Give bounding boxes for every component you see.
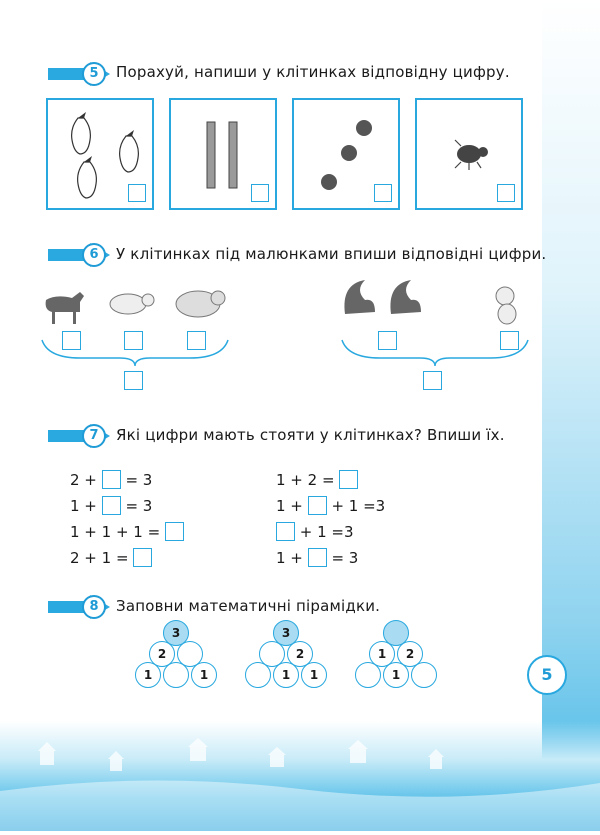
pyramid-cell[interactable]: 1 — [273, 662, 299, 688]
pyramid-cell[interactable] — [245, 662, 271, 688]
task-5-arrow — [46, 61, 112, 87]
answer-box[interactable] — [102, 470, 121, 489]
pyramid-cell[interactable] — [355, 662, 381, 688]
task-6-text: У клітинках під малюнками впиши відповідні цифри. — [116, 245, 547, 263]
pyramid-2 — [245, 620, 341, 682]
pyramid-cell[interactable]: 3 — [163, 620, 189, 646]
equation-left-2 — [70, 496, 152, 515]
task-number: 6 — [84, 245, 104, 265]
equation-left-4 — [70, 548, 152, 567]
task-number: 5 — [84, 64, 104, 84]
equation-left-3 — [70, 522, 184, 541]
task-8-arrow — [46, 594, 112, 620]
landscape-illustration — [0, 721, 600, 831]
pyramid-cell[interactable] — [411, 662, 437, 688]
task-6-arrow — [46, 242, 112, 268]
pyramid-cell[interactable]: 2 — [287, 641, 313, 667]
answer-box[interactable] — [165, 522, 184, 541]
group-brace — [40, 338, 230, 368]
pyramid-cell[interactable]: 2 — [397, 641, 423, 667]
task-8-text: Заповни математичні пірамідки. — [116, 597, 381, 615]
task-7-arrow — [46, 423, 112, 449]
count-frame-dots — [292, 98, 400, 210]
eq-part: = 3 — [331, 549, 359, 567]
pyramid-cell[interactable]: 1 — [369, 641, 395, 667]
bottom-winter-landscape — [0, 721, 600, 831]
eq-part: = 3 — [125, 497, 153, 515]
count-frame-ladybug — [415, 98, 523, 210]
page-number: 5 — [527, 655, 567, 695]
answer-box-total-left[interactable] — [124, 371, 143, 390]
answer-box[interactable] — [497, 184, 515, 202]
farm-animals-picture — [40, 282, 240, 332]
eq-part: 1 + — [276, 497, 303, 515]
forest-animals-picture — [335, 274, 535, 330]
task-number: 8 — [84, 597, 104, 617]
answer-box[interactable] — [308, 496, 327, 515]
pyramid-cell[interactable]: 2 — [149, 641, 175, 667]
task-7-text: Які цифри мають стояти у клітинках? Впиши їх. — [116, 426, 505, 444]
count-frame-pears — [46, 98, 154, 210]
answer-box[interactable] — [102, 496, 121, 515]
eq-part: 1 + 2 = — [276, 471, 335, 489]
equation-left-1 — [70, 470, 152, 489]
pyramid-cell[interactable]: 1 — [301, 662, 327, 688]
task-number: 7 — [84, 426, 104, 446]
answer-box[interactable] — [128, 184, 146, 202]
eq-part: + 1 =3 — [299, 523, 354, 541]
eq-part: = 3 — [125, 471, 153, 489]
pyramid-cell[interactable]: 1 — [383, 662, 409, 688]
answer-box[interactable] — [374, 184, 392, 202]
task-5-text: Порахуй, напиши у клітинках відповідну цифру. — [116, 63, 510, 81]
eq-part: 1 + — [276, 549, 303, 567]
pyramid-cell[interactable]: 1 — [135, 662, 161, 688]
equation-right-1 — [276, 470, 358, 489]
equation-right-2 — [276, 496, 385, 515]
eq-part: + 1 =3 — [331, 497, 386, 515]
pyramid-3 — [355, 620, 451, 682]
equation-right-4 — [276, 548, 358, 567]
pyramid-cell[interactable] — [163, 662, 189, 688]
eq-part: 1 + — [70, 497, 97, 515]
answer-box[interactable] — [339, 470, 358, 489]
answer-box[interactable] — [276, 522, 295, 541]
answer-box[interactable] — [308, 548, 327, 567]
eq-part: 2 + — [70, 471, 97, 489]
side-decoration — [542, 0, 600, 831]
group-brace-right — [340, 338, 530, 368]
answer-box[interactable] — [251, 184, 269, 202]
eq-part: 2 + 1 = — [70, 549, 129, 567]
equation-right-3 — [276, 522, 354, 541]
eq-part: 1 + 1 + 1 = — [70, 523, 161, 541]
answer-box[interactable] — [133, 548, 152, 567]
pyramid-cell[interactable]: 1 — [191, 662, 217, 688]
pyramid-cell[interactable]: 3 — [273, 620, 299, 646]
answer-box-total-right[interactable] — [423, 371, 442, 390]
pyramid-1 — [135, 620, 231, 682]
count-frame-sticks — [169, 98, 277, 210]
